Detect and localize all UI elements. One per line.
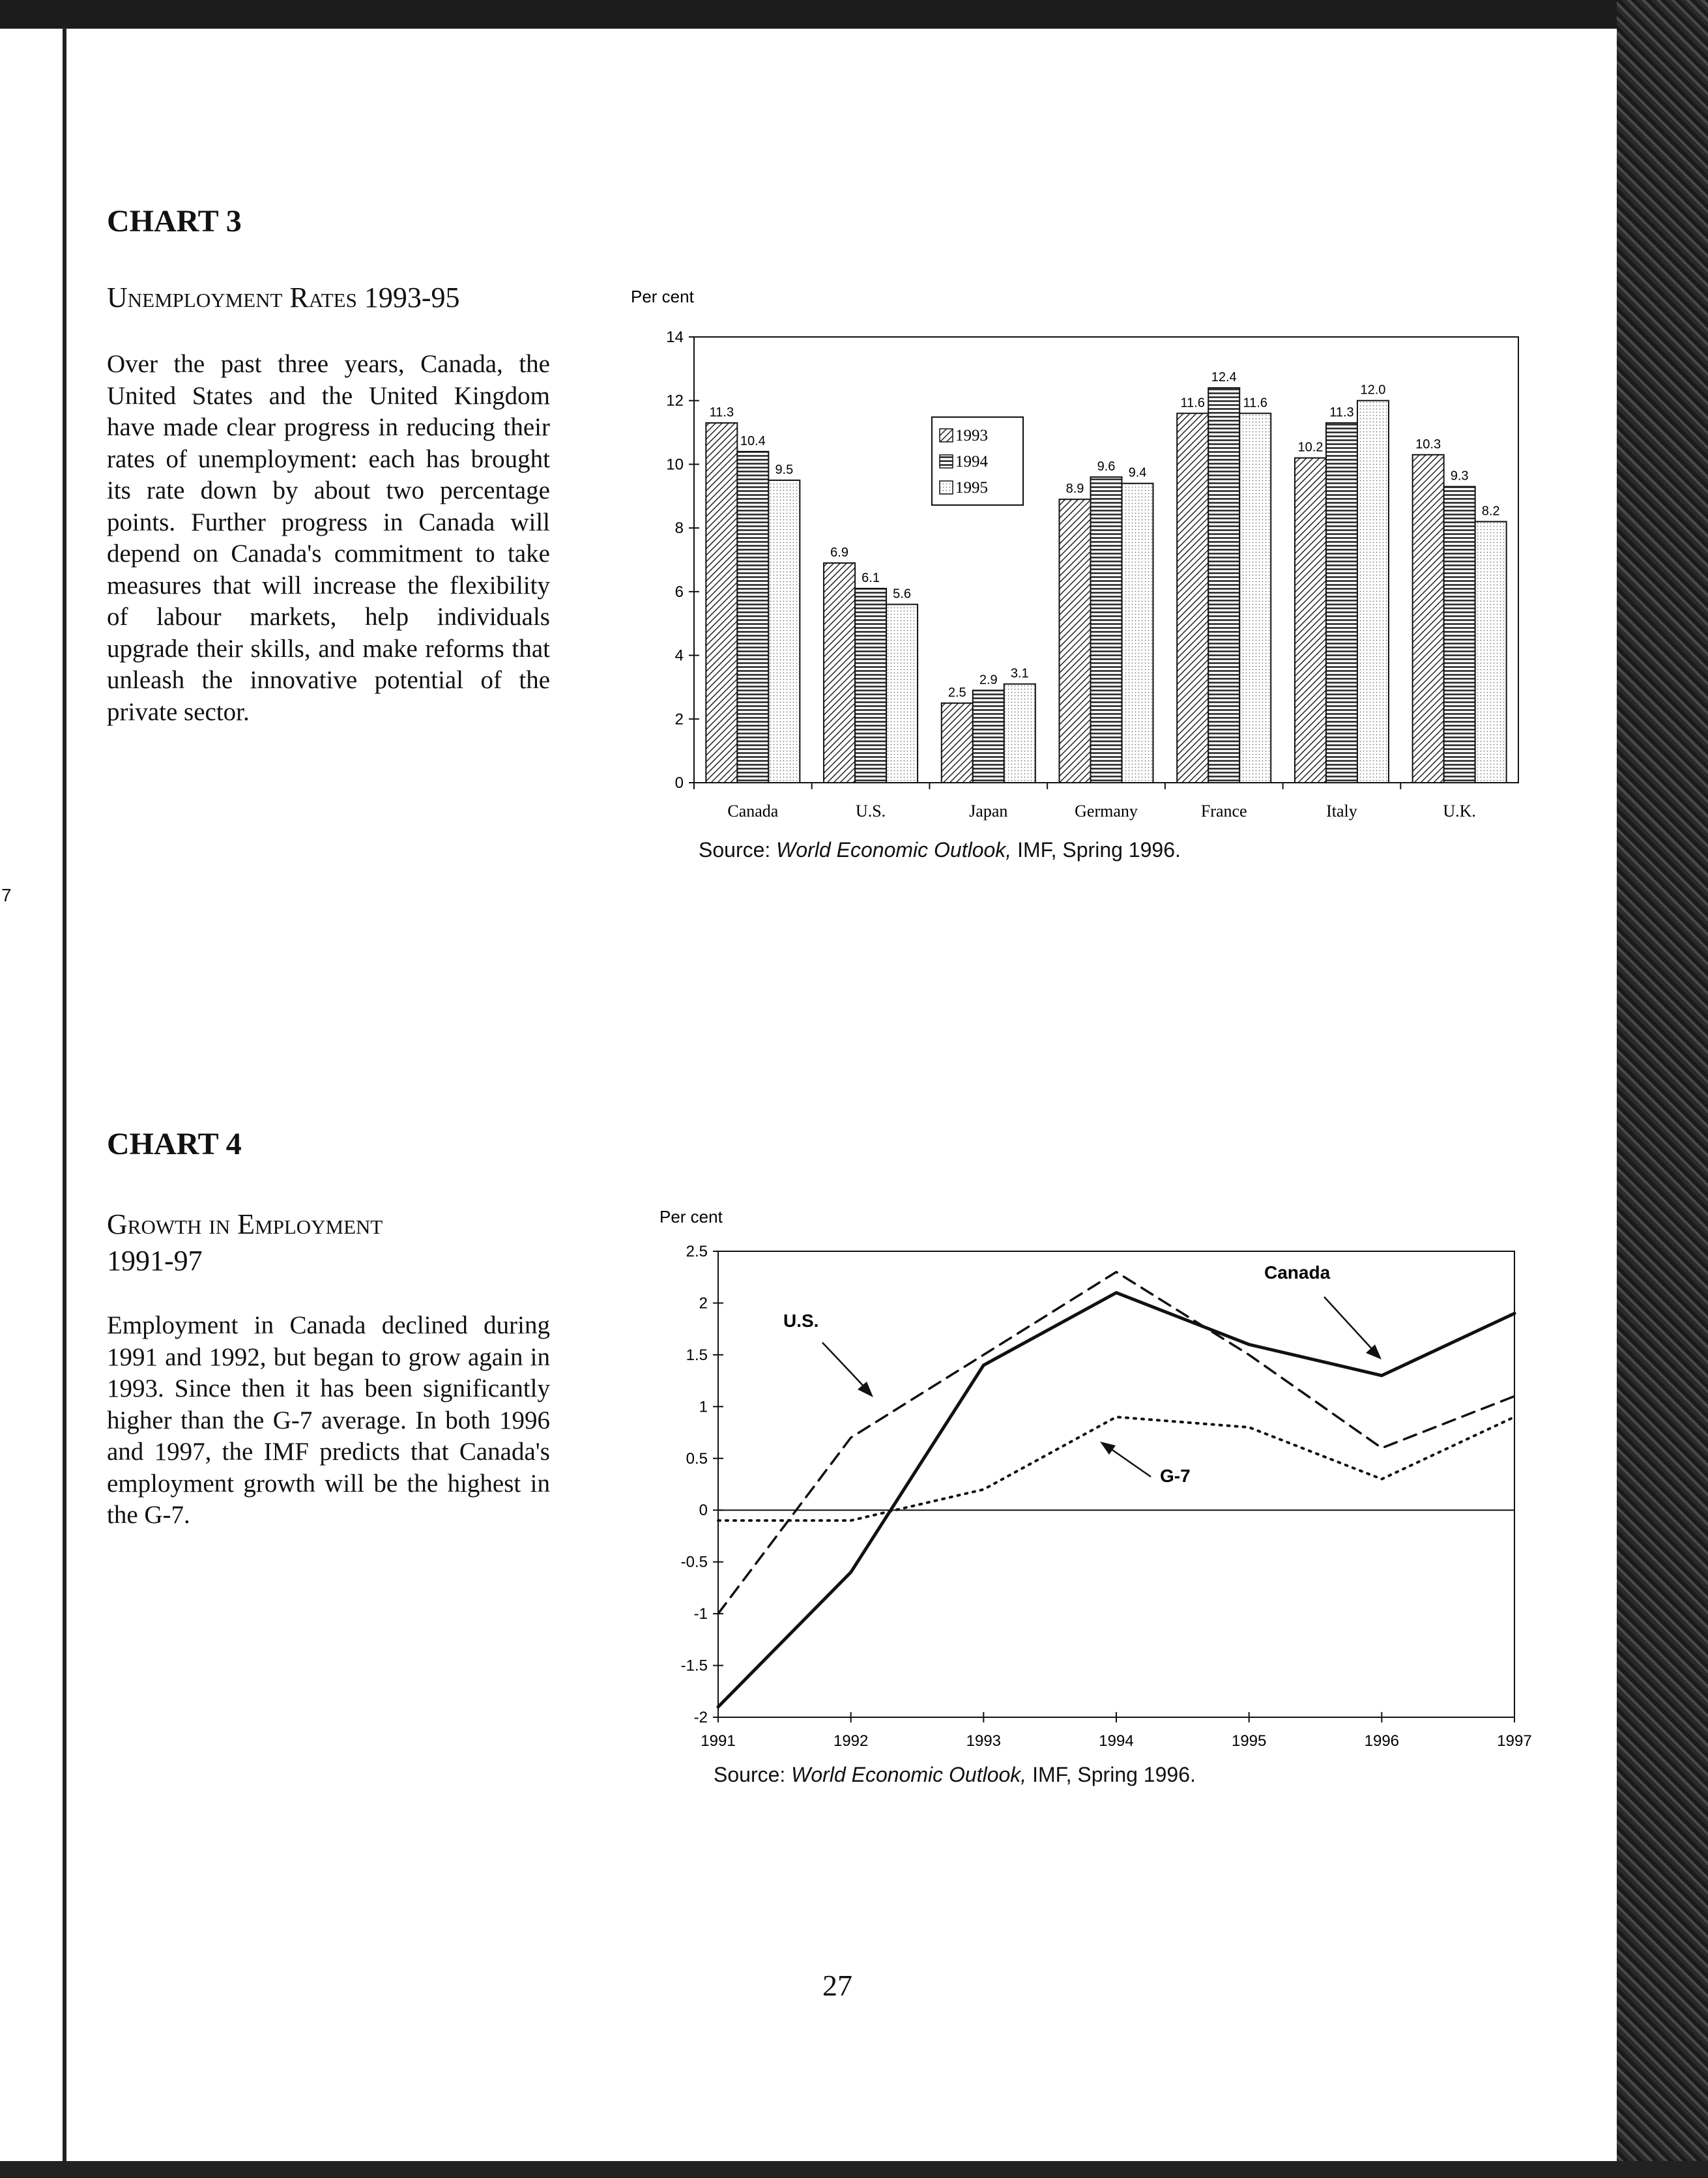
- annotation-us-arrowhead: [858, 1382, 873, 1397]
- data-label-italy-1993: 10.2: [1297, 440, 1324, 455]
- data-label-japan-1994: 2.9: [979, 673, 998, 688]
- category-label-1: U.S.: [855, 802, 886, 820]
- annotation-canada-arrow: [1324, 1297, 1375, 1352]
- chart3-label: CHART 3: [107, 204, 242, 239]
- data-label-italy-1994: 11.3: [1329, 405, 1354, 420]
- chart4-description: Employment in Canada declined during 1991 and 1992, but began to grow again in 1993. Since then it has been significantly higher than the G-7 average. In both 1996 and 1997, the IMF predicts that Canada's employment growth will be the highest in the G-7.: [107, 1311, 550, 1529]
- data-label-japan-1995: 3.1: [1010, 666, 1029, 681]
- annotation-g7-arrowhead: [1100, 1442, 1116, 1455]
- scan-border-top: [0, 0, 1708, 29]
- scan-border-bottom: [0, 2161, 1708, 2178]
- legend-swatch-1994: [940, 455, 953, 468]
- line-ytick-label-5: 0.5: [686, 1449, 708, 1468]
- legend-swatch-1993: [940, 429, 953, 442]
- line-ytick-label-4: 0: [699, 1502, 708, 1520]
- data-label-italy-1995: 12.0: [1360, 383, 1386, 398]
- chart4-title-line2: 1991-97: [107, 1245, 203, 1277]
- data-label-us-1995: 5.6: [893, 587, 911, 602]
- margin-number: 7: [1, 885, 12, 905]
- data-label-uk-1995: 8.2: [1481, 504, 1500, 519]
- bar-japan-1995: [1004, 684, 1035, 783]
- line-ytick-label-2: -1: [693, 1605, 708, 1623]
- line-xtick-label-4: 1995: [1231, 1732, 1267, 1750]
- scan-border-right: [1617, 0, 1708, 2178]
- bar-japan-1993: [942, 703, 973, 783]
- data-label-germany-1993: 8.9: [1065, 482, 1084, 497]
- annotation-us-arrow: [822, 1343, 867, 1389]
- data-label-us-1993: 6.9: [830, 545, 848, 560]
- data-label-japan-1993: 2.5: [948, 685, 966, 700]
- line-xtick-label-2: 1993: [966, 1732, 1002, 1750]
- bar-italy-1995: [1357, 401, 1389, 783]
- data-label-germany-1994: 9.6: [1097, 459, 1116, 474]
- line-xtick-label-6: 1997: [1497, 1732, 1532, 1750]
- bar-us-1993: [824, 563, 855, 783]
- data-label-germany-1995: 9.4: [1128, 465, 1147, 480]
- bar-ytick-label-6: 12: [666, 392, 684, 410]
- bar-ytick-label-0: 0: [674, 774, 684, 792]
- line-xtick-label-3: 1994: [1099, 1732, 1134, 1750]
- scan-border-left: [63, 26, 66, 2170]
- category-label-2: Japan: [969, 802, 1008, 820]
- line-ytick-label-8: 2: [699, 1294, 708, 1313]
- bar-germany-1994: [1091, 477, 1122, 783]
- bar-canada-1993: [706, 423, 737, 783]
- bar-us-1994: [855, 588, 886, 783]
- line-ytick-label-3: -0.5: [680, 1553, 708, 1571]
- chart3-description: Over the past three years, Canada, the United States and the United Kingdom have made clear progress in reducing their rates of unemployment: each has brought its rate down by about two percentage points. Further progress in Canada will depend on Canada's commitment to take measures that will increase the flexibility of labour markets, help individuals upgrade their skills, and make reforms that unleash the innovative potential of the private sector.: [107, 350, 550, 726]
- annotation-g7-arrow: [1108, 1447, 1151, 1477]
- bar-france-1993: [1177, 413, 1208, 783]
- chart3-source: [699, 838, 1181, 862]
- chart4-source-suffix: IMF, Spring 1996.: [1026, 1763, 1196, 1786]
- series-line-us: [718, 1272, 1514, 1614]
- data-label-canada-1993: 11.3: [709, 405, 734, 420]
- line-xtick-label-5: 1996: [1364, 1732, 1400, 1750]
- category-label-5: Italy: [1326, 802, 1357, 820]
- chart4-label: CHART 4: [107, 1127, 242, 1161]
- bar-ytick-label-2: 4: [674, 646, 684, 665]
- bar-ytick-label-1: 2: [674, 710, 684, 729]
- bar-canada-1994: [737, 452, 768, 783]
- legend-swatch-1995: [940, 481, 953, 494]
- data-label-canada-1994: 10.4: [740, 433, 766, 448]
- category-label-3: Germany: [1075, 802, 1138, 820]
- employment-growth-line-chart: [626, 1199, 1551, 1760]
- bar-japan-1994: [973, 690, 1004, 783]
- series-line-g7: [718, 1417, 1514, 1520]
- annotation-g7: G-7: [1160, 1466, 1191, 1486]
- chart3-title: Unemployment Rates 1993-95: [107, 282, 460, 313]
- legend-label-1993: 1993: [955, 427, 988, 444]
- line-ytick-label-7: 1.5: [686, 1346, 708, 1364]
- bar-chart-ylabel: Per cent: [631, 287, 694, 306]
- data-label-france-1994: 12.4: [1211, 370, 1237, 385]
- annotation-canada: Canada: [1264, 1262, 1331, 1283]
- bar-us-1995: [886, 604, 918, 783]
- data-label-canada-1995: 9.5: [775, 462, 794, 477]
- bar-italy-1993: [1295, 458, 1326, 783]
- chart3-source-prefix: Source:: [699, 838, 777, 862]
- line-chart-ylabel: Per cent: [659, 1207, 723, 1227]
- annotation-us: U.S.: [783, 1311, 819, 1331]
- bar-france-1994: [1208, 388, 1239, 783]
- bar-chart-legend: [932, 417, 1023, 505]
- data-label-uk-1994: 9.3: [1450, 469, 1469, 484]
- unemployment-bar-chart: [626, 287, 1551, 847]
- category-label-0: Canada: [727, 802, 779, 820]
- bar-ytick-label-3: 6: [674, 583, 684, 601]
- bar-canada-1995: [768, 480, 800, 783]
- line-ytick-label-9: 2.5: [686, 1243, 708, 1260]
- data-label-us-1994: 6.1: [861, 570, 880, 585]
- annotation-canada-arrowhead: [1366, 1344, 1382, 1359]
- page-number: 27: [822, 1969, 852, 2002]
- data-label-france-1993: 11.6: [1180, 396, 1205, 411]
- line-ytick-label-6: 1: [699, 1398, 708, 1416]
- bar-ytick-label-7: 14: [666, 328, 684, 346]
- line-xtick-label-1: 1992: [833, 1732, 869, 1750]
- data-label-uk-1993: 10.3: [1415, 437, 1441, 452]
- category-label-4: France: [1200, 802, 1247, 820]
- chart4-title-line1: Growth in Employment: [107, 1208, 383, 1240]
- bar-ytick-label-4: 8: [674, 519, 684, 538]
- legend-label-1994: 1994: [955, 453, 988, 471]
- bar-germany-1995: [1122, 484, 1153, 783]
- legend-label-1995: 1995: [955, 479, 988, 497]
- chart4-source-title: World Economic Outlook,: [791, 1763, 1027, 1786]
- bar-italy-1994: [1326, 423, 1357, 783]
- bar-ytick-label-5: 10: [666, 456, 684, 474]
- chart4-source-prefix: Source:: [714, 1763, 792, 1786]
- line-ytick-label-0: -2: [693, 1709, 708, 1726]
- category-label-6: U.K.: [1443, 802, 1476, 820]
- line-ytick-label-1: -1.5: [680, 1657, 708, 1675]
- series-line-canada: [718, 1293, 1514, 1707]
- bar-uk-1993: [1413, 455, 1444, 783]
- line-chart-plot-frame: [718, 1251, 1514, 1717]
- line-xtick-label-0: 1991: [701, 1732, 736, 1750]
- chart3-source-title: World Economic Outlook,: [776, 838, 1012, 862]
- chart4-source: [714, 1763, 1196, 1787]
- chart3-source-suffix: IMF, Spring 1996.: [1011, 838, 1181, 862]
- bar-germany-1993: [1060, 499, 1091, 783]
- bar-france-1995: [1239, 413, 1271, 783]
- bar-uk-1994: [1444, 487, 1475, 783]
- bar-uk-1995: [1475, 521, 1507, 783]
- data-label-france-1995: 11.6: [1243, 396, 1267, 411]
